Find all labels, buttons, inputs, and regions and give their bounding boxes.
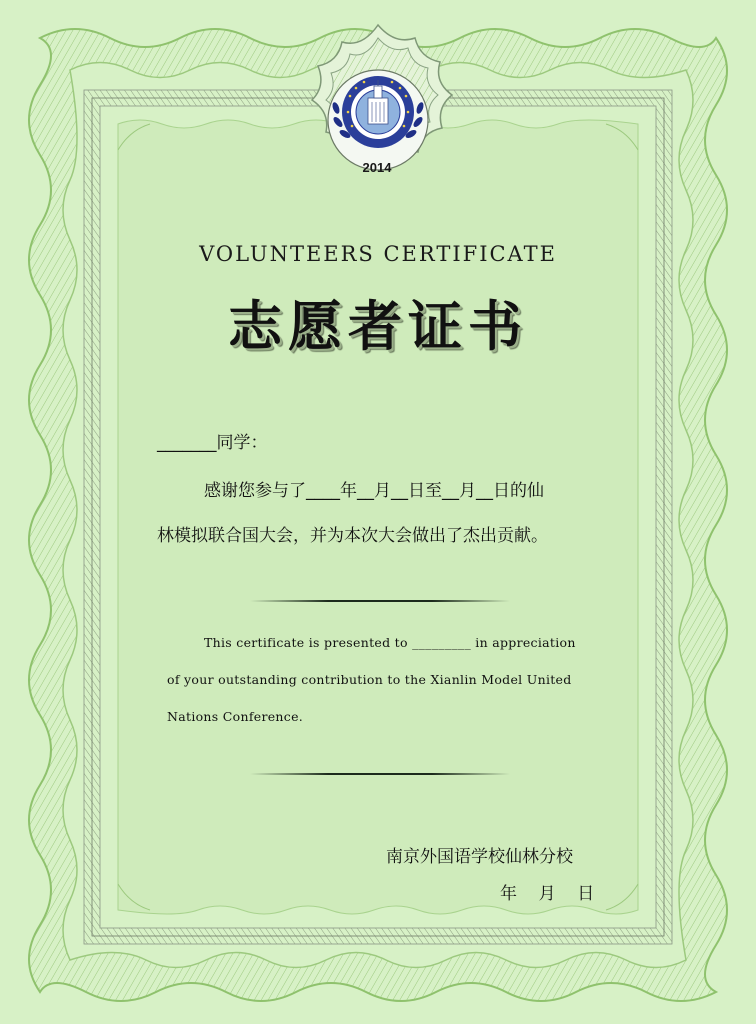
issue-date: 年 月 日: [500, 884, 595, 904]
english-line-2: of your outstanding contribution to the Xianlin Model United: [167, 672, 572, 687]
seal-year: 2014: [362, 160, 392, 175]
building-icon: [368, 98, 388, 124]
inner-panel: [118, 120, 638, 914]
issuer-name: 南京外国语学校仙林分校: [386, 847, 573, 867]
thanks-line-2: 林模拟联合国大会，并为本次大会做出了杰出贡献。: [157, 526, 548, 546]
english-title: VOLUNTEERS CERTIFICATE: [199, 242, 557, 266]
chinese-title: 志愿者证书: [228, 295, 528, 358]
divider-bottom: [250, 773, 510, 775]
english-line-1: This certificate is presented to _________ in appreciation: [204, 635, 576, 650]
thanks-line-1: 感谢您参与了____年__月__日至__月__日的仙: [204, 481, 544, 501]
divider-top: [250, 600, 510, 602]
salutation-line: _______同学：: [157, 433, 268, 453]
english-line-3: Nations Conference.: [167, 709, 304, 724]
